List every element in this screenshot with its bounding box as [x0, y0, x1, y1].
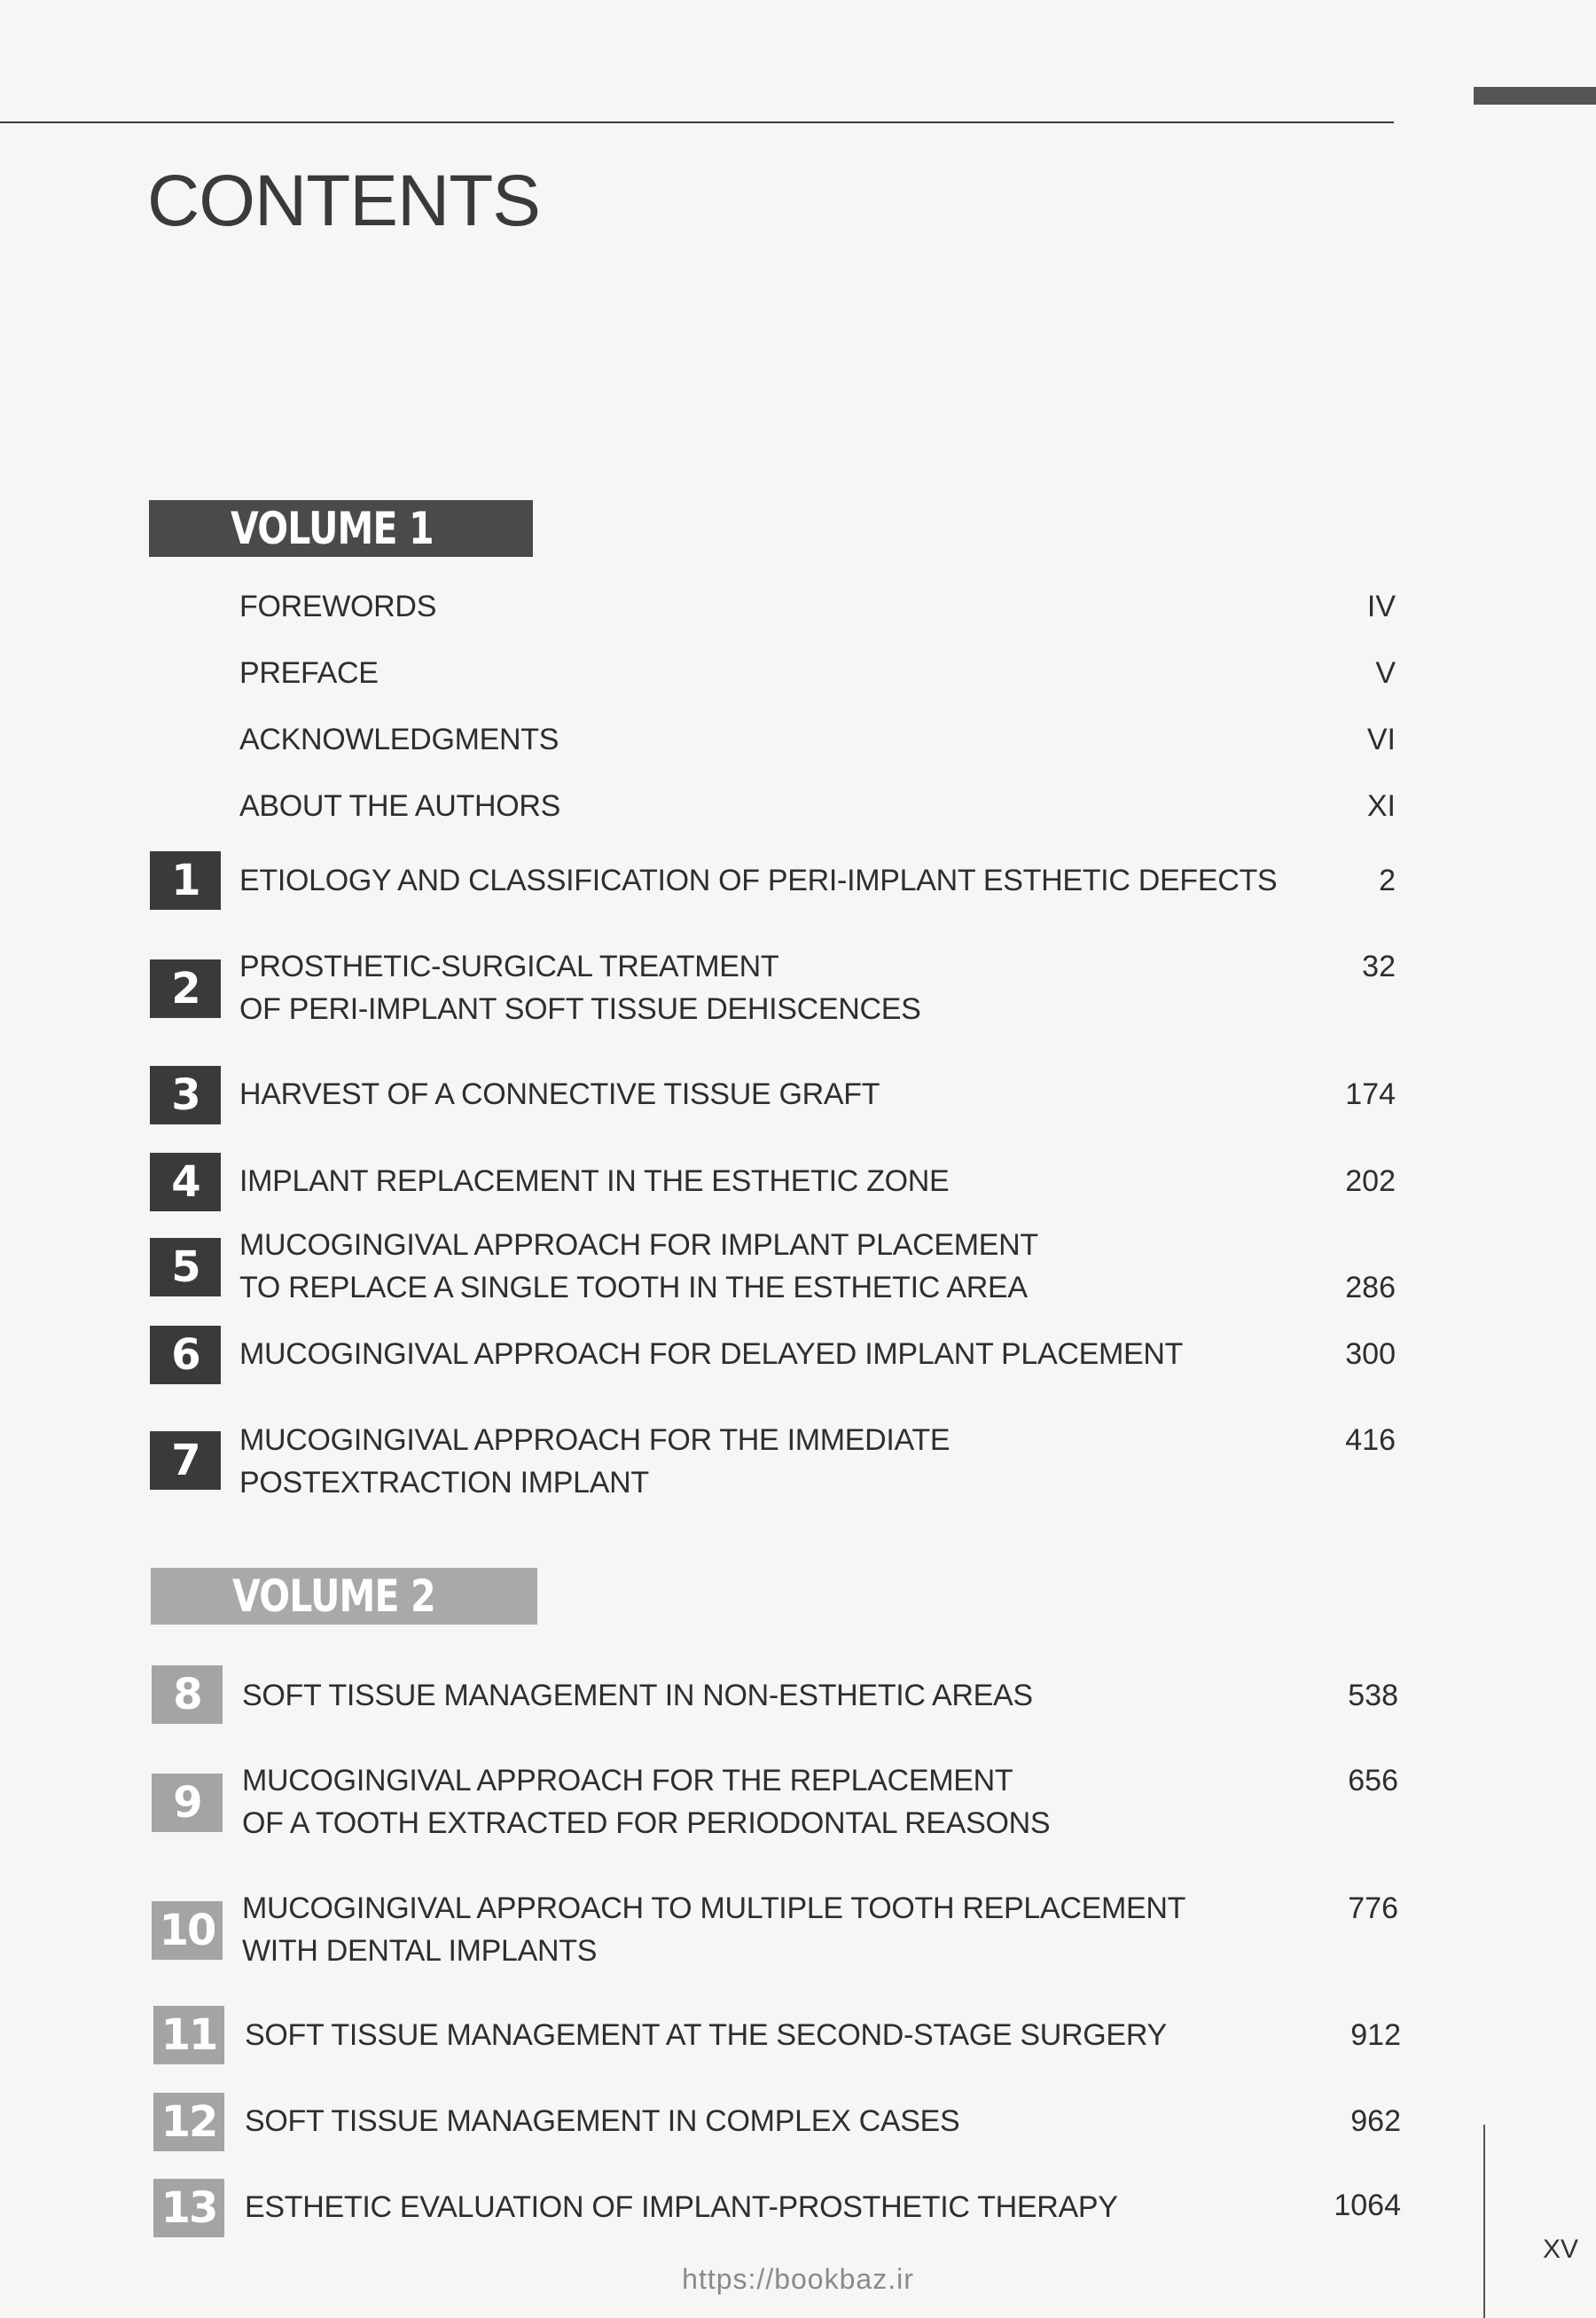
toc-entry-page: 912	[1350, 2018, 1401, 2052]
toc-entry-title: MUCOGINGIVAL APPROACH TO MULTIPLE TOOTH REPLACEMENT	[242, 1891, 1186, 1925]
chapter-number-badge: 5	[150, 1238, 221, 1296]
toc-entry-page: XI	[1366, 789, 1396, 823]
chapter-number-badge: 3	[150, 1066, 221, 1124]
toc-entry-title: ESTHETIC EVALUATION OF IMPLANT-PROSTHETIC THERAPY	[245, 2190, 1118, 2224]
chapter-number-badge: 2	[150, 959, 221, 1018]
chapter-number-badge: 1	[150, 851, 221, 910]
chapter-number-badge: 13	[153, 2179, 224, 2237]
toc-entry-page: 286	[1345, 1271, 1396, 1304]
chapter-number-badge: 8	[152, 1665, 223, 1724]
toc-entry-page: 962	[1350, 2104, 1401, 2138]
chapter-number-badge: 9	[152, 1774, 223, 1832]
volume-1-label: VOLUME 1	[231, 503, 434, 554]
toc-entry-title: HARVEST OF A CONNECTIVE TISSUE GRAFT	[239, 1077, 880, 1111]
toc-entry-title: SOFT TISSUE MANAGEMENT AT THE SECOND-STAGE SURGERY	[245, 2018, 1167, 2052]
toc-entry-title: ACKNOWLEDGMENTS	[239, 723, 559, 756]
page-number: XV	[1543, 2235, 1579, 2264]
chapter-number-badge: 10	[152, 1901, 223, 1960]
toc-entry-page: IV	[1366, 590, 1396, 623]
volume-2-label: VOLUME 2	[232, 1570, 435, 1622]
header-rule	[0, 121, 1394, 123]
toc-entry-page: 202	[1345, 1164, 1396, 1198]
toc-entry-page: 32	[1362, 950, 1396, 983]
toc-entry-title: PROSTHETIC-SURGICAL TREATMENT	[239, 950, 779, 983]
toc-entry-title-line-2: POSTEXTRACTION IMPLANT	[239, 1466, 649, 1500]
toc-entry-page: 2	[1379, 864, 1396, 897]
toc-entry-title-line-2: OF A TOOTH EXTRACTED FOR PERIODONTAL REASONS	[242, 1806, 1051, 1840]
watermark: https://bookbaz.ir	[682, 2263, 914, 2295]
toc-entry-title: IMPLANT REPLACEMENT IN THE ESTHETIC ZONE	[239, 1164, 950, 1198]
toc-entry-page: 1064	[1334, 2189, 1401, 2222]
chapter-number-badge: 12	[153, 2093, 224, 2151]
toc-entry-title: MUCOGINGIVAL APPROACH FOR DELAYED IMPLANT PLACEMENT	[239, 1337, 1184, 1371]
toc-entry-page: VI	[1366, 723, 1396, 756]
toc-entry-title: ABOUT THE AUTHORS	[239, 789, 561, 823]
volume-1-banner	[149, 500, 533, 557]
toc-entry-title: MUCOGINGIVAL APPROACH FOR IMPLANT PLACEMENT	[239, 1228, 1038, 1262]
toc-entry-title: MUCOGINGIVAL APPROACH FOR THE IMMEDIATE	[239, 1423, 951, 1457]
section-tab-marker	[1474, 87, 1596, 105]
toc-entry-page: 416	[1345, 1423, 1396, 1457]
toc-entry-page: 776	[1348, 1891, 1398, 1925]
toc-entry-page: V	[1375, 656, 1396, 690]
toc-entry-title-line-2: WITH DENTAL IMPLANTS	[242, 1934, 598, 1968]
toc-entry-title-line-2: TO REPLACE A SINGLE TOOTH IN THE ESTHETIC AREA	[239, 1271, 1028, 1304]
toc-entry-page: 656	[1348, 1764, 1398, 1797]
chapter-number-badge: 7	[150, 1431, 221, 1490]
toc-entry-title: MUCOGINGIVAL APPROACH FOR THE REPLACEMENT	[242, 1764, 1013, 1797]
toc-entry-title: ETIOLOGY AND CLASSIFICATION OF PERI-IMPLANT ESTHETIC DEFECTS	[239, 864, 1278, 897]
toc-entry-page: 300	[1345, 1337, 1396, 1371]
toc-entry-title-line-2: OF PERI-IMPLANT SOFT TISSUE DEHISCENCES	[239, 992, 921, 1026]
toc-entry-title: SOFT TISSUE MANAGEMENT IN NON-ESTHETIC AREAS	[242, 1679, 1033, 1712]
toc-entry-page: 538	[1348, 1679, 1398, 1712]
toc-entry-title: SOFT TISSUE MANAGEMENT IN COMPLEX CASES	[245, 2104, 960, 2138]
toc-entry-title: PREFACE	[239, 656, 379, 690]
chapter-number-badge: 11	[153, 2006, 224, 2064]
page-title: CONTENTS	[147, 161, 540, 241]
volume-2-banner	[151, 1568, 537, 1625]
chapter-number-badge: 6	[150, 1326, 221, 1384]
toc-entry-title: FOREWORDS	[239, 590, 437, 623]
toc-entry-page: 174	[1345, 1077, 1396, 1111]
chapter-number-badge: 4	[150, 1153, 221, 1211]
